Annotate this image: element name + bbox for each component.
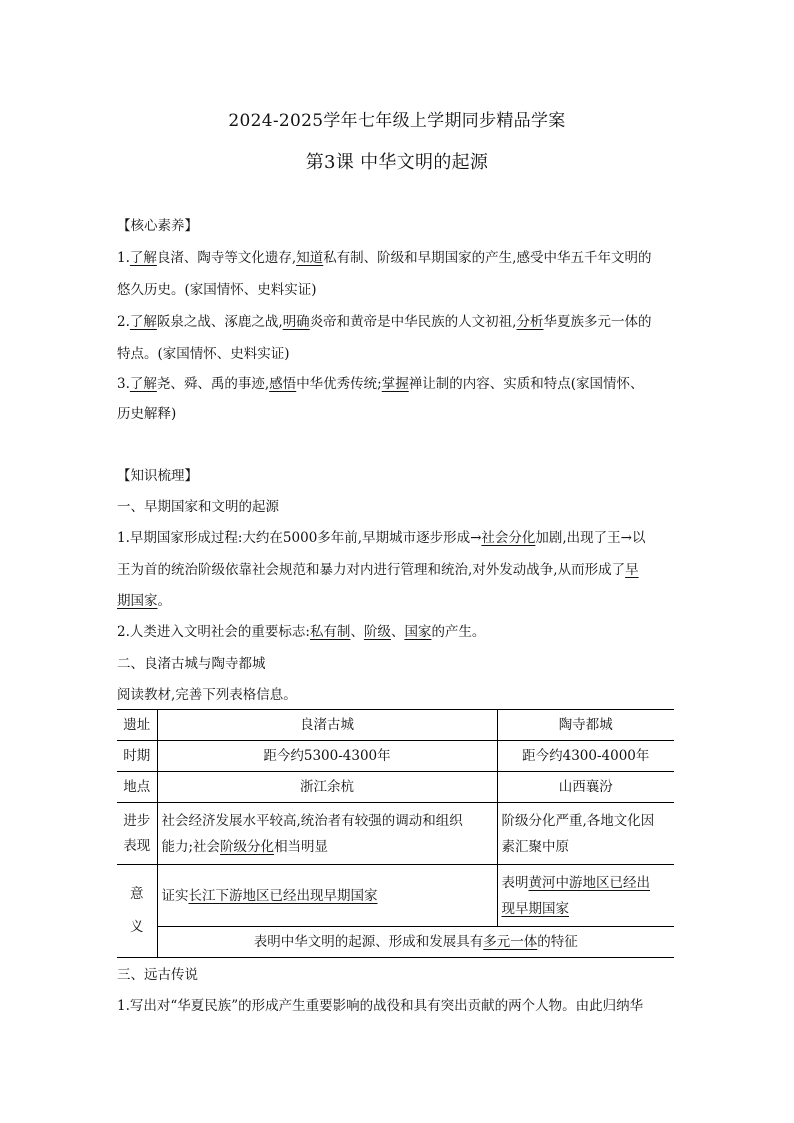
table-row [117,865,674,927]
significance-overall: 表明中华文明的起源、形成和发展具有多元一体的特征 [157,927,674,958]
lesson-title: 第3课 中华文明的起源 [305,152,489,173]
header-liangzhu: 良渚古城 [157,710,497,741]
sites-table [117,709,674,958]
place-liangzhu: 浙江余杭 [157,772,497,803]
section-1-title: 一、早期国家和文明的起源 [117,499,279,515]
paragraph-1-line-2: 王为首的统治阶级依靠社会规范和暴力对内进行管理和统治,对外发动战争,从而形成了早 [117,562,639,578]
table-row [117,803,674,865]
table-row [117,772,674,803]
core-item-1-cont: 悠久历史。(家国情怀、史料实证) [117,282,317,298]
row-label-significance: 意 义 [117,865,157,958]
table-row [117,927,674,958]
core-heading: 【核心素养】 [117,218,198,234]
section-2-title: 二、良渚古城与陶寺都城 [117,656,266,672]
progress-liangzhu: 社会经济发展水平较高,统治者有较强的调动和组织 能力;社会阶级分化相当明显 [157,803,497,865]
significance-taosi: 表明黄河中游地区已经出 现早期国家 [497,865,674,927]
header-taosi: 陶寺都城 [497,710,674,741]
place-taosi: 山西襄汾 [497,772,674,803]
paragraph-1: 1.早期国家形成过程:大约在5000多年前,早期城市逐步形成→社会分化加剧,出现了王→以 [117,530,646,546]
period-taosi: 距今约4300-4000年 [497,741,674,772]
core-item-3-cont: 历史解释) [117,406,177,422]
progress-taosi: 阶级分化严重,各地文化因 素汇聚中原 [497,803,674,865]
knowledge-heading: 【知识梳理】 [117,468,198,484]
core-item-1: 1.了解良渚、陶寺等文化遗存,知道私有制、阶级和早期国家的产生,感受中华五千年文明的 [117,250,652,266]
period-liangzhu: 距今约5300-4300年 [157,741,497,772]
row-label-progress: 进步 表现 [117,803,157,865]
section-3-title: 三、远古传说 [117,967,198,983]
table-row [117,741,674,772]
core-item-2-cont: 特点。(家国情怀、史料实证) [117,346,290,362]
table-instruction: 阅读教材,完善下列表格信息。 [117,687,297,703]
core-item-2: 2.了解阪泉之战、涿鹿之战,明确炎帝和黄帝是中华民族的人文初祖,分析华夏族多元一体的 [117,314,652,330]
header-site: 遗址 [117,710,157,741]
paragraph-2: 2.人类进入文明社会的重要标志:私有制、阶级、国家的产生。 [117,624,486,640]
significance-liangzhu: 证实长江下游地区已经出现早期国家 [157,865,497,927]
row-label-place: 地点 [117,772,157,803]
core-item-3: 3.了解尧、舜、禹的事迹,感悟中华优秀传统;掌握禅让制的内容、实质和特点(家国情怀、 [117,376,644,392]
question-1: 1.写出对“华夏民族”的形成产生重要影响的战役和具有突出贡献的两个人物。由此归纳华 [117,998,644,1014]
row-label-period: 时期 [117,741,157,772]
document-header: 2024-2025学年七年级上学期同步精品学案 [228,111,566,131]
paragraph-1-line-3: 期国家。 [117,593,171,609]
table-row [117,710,674,741]
